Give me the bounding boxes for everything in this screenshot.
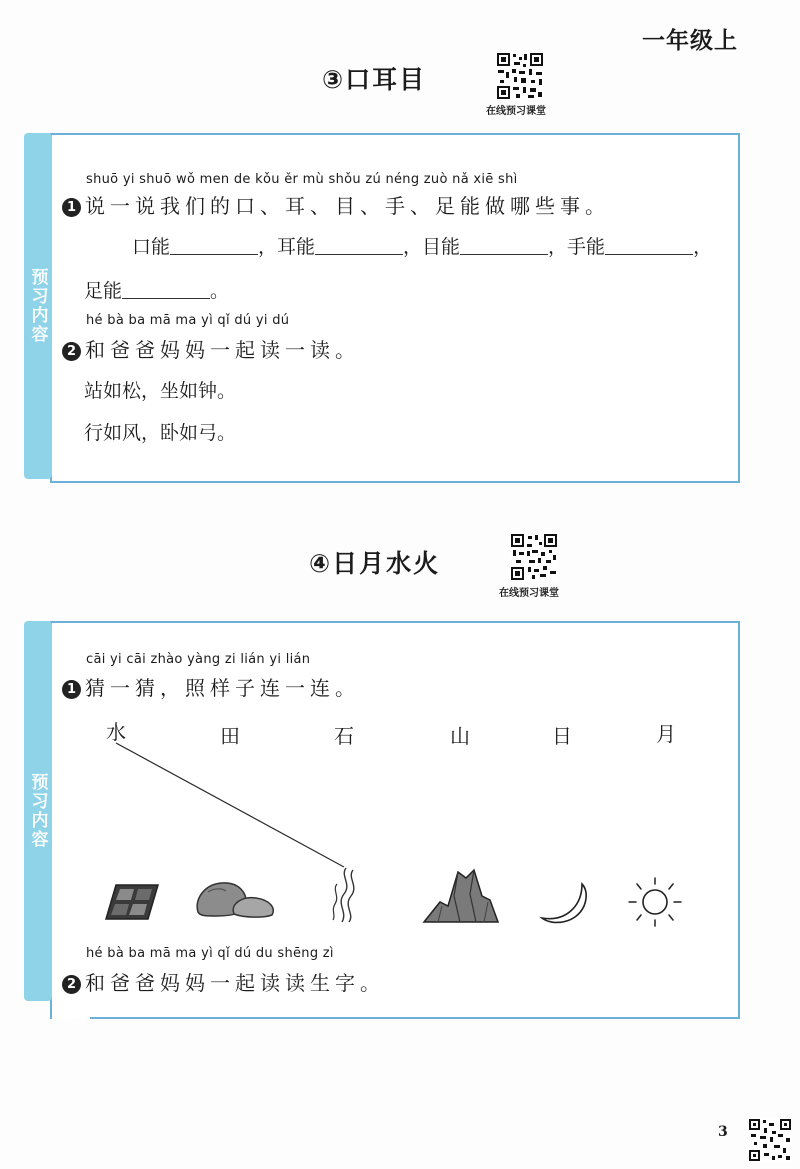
question-2 [62,334,360,363]
question-text: 说一说我们的口、耳、目、手、足能做哪些事。 [85,194,610,218]
prompt-ear: ，耳能 [258,236,316,258]
character-field[interactable]: 田 [220,724,240,748]
pinyin-line: hé bà ba mā ma yì qǐ dú yi dú [86,313,290,328]
character-moon[interactable]: 月 [656,722,676,746]
question-text: 猜一猜，照样子连一连。 [85,676,360,700]
grade-label: 一年级上 [642,28,738,54]
example-connection-line [100,735,360,875]
qr-code-icon[interactable] [496,52,544,100]
question-number: 2 [62,342,81,361]
lesson-title: ③口耳目 [322,65,427,94]
field-icon[interactable] [104,882,160,922]
prompt-foot: 足能 [84,280,123,302]
fill-line-2 [84,276,229,303]
prompt-mouth: 口能 [132,236,171,258]
pinyin-line: cāi yi cāi zhào yàng zi lián yi lián [86,652,311,667]
question-1 [62,672,360,701]
answer-blank-ear[interactable] [315,236,403,255]
qr-caption: 在线预习课堂 [486,106,546,117]
answer-blank-mouth[interactable] [170,236,258,255]
corner-qr-code-icon[interactable] [748,1118,792,1162]
character-sun[interactable]: 日 [552,724,572,748]
page-number: 3 [718,1124,728,1140]
stones-icon[interactable] [194,878,278,920]
preview-tab-label: 预习内容 [27,773,48,849]
answer-blank-foot[interactable] [122,280,210,299]
question-2 [62,967,385,996]
question-number: 1 [62,680,81,699]
question-1 [62,190,610,219]
character-stone[interactable]: 石 [334,724,354,748]
box-bottom-rule [90,1017,738,1019]
period: 。 [210,280,230,302]
verse-line-1: 站如松，坐如钟。 [84,380,237,402]
preview-tab-label: 预习内容 [27,268,48,344]
mountain-icon[interactable] [422,866,500,924]
qr-code-icon[interactable] [510,533,558,581]
qr-caption: 在线预习课堂 [499,588,559,599]
prompt-eye: ，目能 [403,236,461,258]
pinyin-line: hé bà ba mā ma yì qǐ dú du shēng zì [86,946,334,961]
prompt-hand: ，手能 [548,236,606,258]
moon-icon[interactable] [538,880,588,926]
water-icon[interactable] [326,866,360,924]
preview-tab [24,133,52,479]
question-text: 和爸爸妈妈一起读一读。 [85,338,360,362]
question-number: 2 [62,975,81,994]
character-water[interactable]: 水 [106,720,126,744]
sun-icon[interactable] [626,876,684,930]
comma: ， [693,236,713,258]
lesson-title: ④日月水火 [309,549,441,578]
pinyin-line: shuō yi shuō wǒ men de kǒu ěr mù shǒu zú néng zuò nǎ xiē shì [86,172,518,187]
preview-tab [24,621,52,1001]
character-mountain[interactable]: 山 [450,724,470,748]
fill-line-1 [132,232,712,259]
question-text: 和爸爸妈妈一起读读生字。 [85,971,385,995]
answer-blank-eye[interactable] [460,236,548,255]
verse-line-2: 行如风，卧如弓。 [84,422,237,444]
question-number: 1 [62,198,81,217]
answer-blank-hand[interactable] [605,236,693,255]
